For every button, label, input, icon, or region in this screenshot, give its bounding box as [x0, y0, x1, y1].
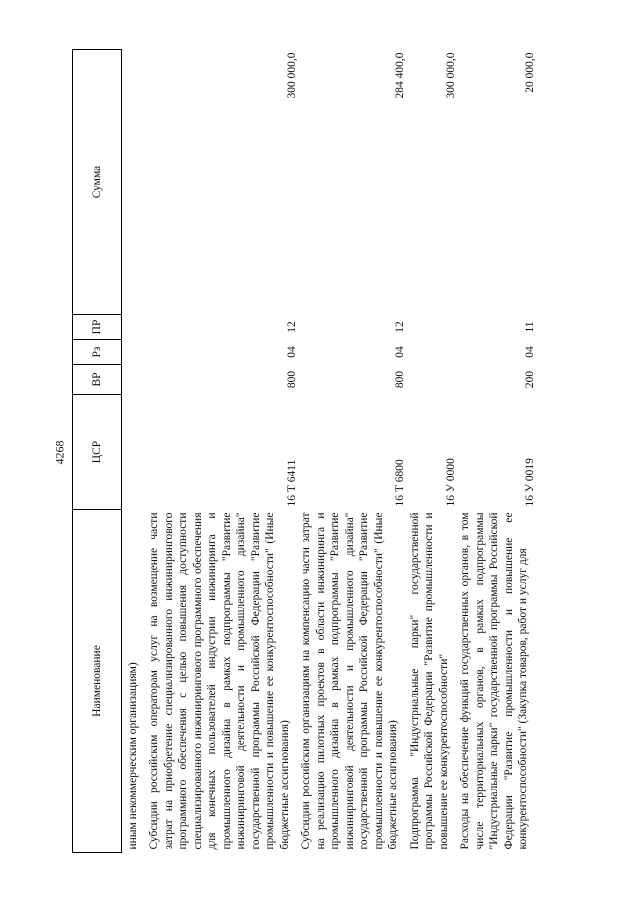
- row-csr: 16 У 0019: [524, 458, 537, 507]
- header-rz: Рз: [73, 340, 122, 365]
- row-vr: 800: [285, 370, 298, 389]
- row-csr: 16 Т 6800: [394, 459, 407, 507]
- header-pr: ПР: [73, 315, 122, 340]
- budget-table-container: [72, 50, 582, 853]
- row-rz: 04: [524, 346, 537, 358]
- header-vr: ВР: [73, 365, 122, 395]
- row-csr: 16 Т 6411: [285, 459, 298, 507]
- page-number: [50, 0, 70, 905]
- row-sum: 20 000,0: [524, 52, 537, 93]
- page-number-text: 4268: [52, 440, 67, 465]
- table-row: [408, 50, 458, 853]
- header-csr: ЦСР: [73, 395, 122, 510]
- budget-table: [72, 49, 538, 853]
- table-row: [147, 50, 299, 853]
- row-pr: 12: [394, 321, 407, 333]
- row-name: Расходы на обеспечение функций государственных органов, в том числе территориальных органов, в рамках подпрограммы "Индустриальные парки" государственной программы Российской Федерации "Развитие промышленности и повышение ее конкурентоспособности" (Закупка товаров, работ и услуг для: [459, 512, 530, 850]
- row-csr: [122, 395, 148, 510]
- table-row: [458, 50, 537, 853]
- row-csr: 16 У 0000: [444, 458, 457, 507]
- table-row: [299, 50, 407, 853]
- row-rz: 04: [285, 346, 298, 358]
- table-header: [73, 50, 122, 853]
- row-pr: 11: [524, 321, 537, 333]
- row-sum: 300 000,0: [285, 52, 298, 99]
- row-sum: 284 400,0: [394, 52, 407, 99]
- header-row: [73, 50, 122, 853]
- row-rz: [408, 340, 458, 365]
- row-vr: 800: [394, 370, 407, 389]
- row-name: Субсидии российским операторам услуг на возмещение части затрат на приобретение специализированного инжинирингового программного обеспечения с целью повышения доступности специализированного инжинирингового программного обеспечения для конечных пользователей индустрии инжиниринга и промышленного дизайна в рамках подпрограммы "Развитие инжиниринговой деятельности и промышленного дизайна" государственной программы Российской Федерации "Развитие промышленности и повышение ее конкурентоспособности" (Иные бюджетные ассигнования): [148, 512, 291, 850]
- header-sum: Сумма: [73, 50, 122, 315]
- row-pr: [408, 315, 458, 340]
- row-sum: [122, 50, 148, 315]
- table-body: [122, 50, 538, 853]
- row-vr: [408, 365, 458, 395]
- row-name: Подпрограмма "Индустриальные парки" государственной программы Российской Федерации "Развитие промышленности и повышение ее конкурентоспособности": [408, 512, 450, 850]
- row-name: Субсидии российским организациям на компенсацию части затрат на реализацию пилотных проектов в области инжиниринга и промышленного дизайна в рамках подпрограммы "Развитие инжиниринговой деятельности и промышленного дизайна" государственной программы Российской Федерации "Развитие промышленности и повышение ее конкурентоспособности" (Иные бюджетные ассигнования): [300, 512, 400, 850]
- row-vr: [122, 365, 148, 395]
- row-rz: 04: [394, 346, 407, 358]
- row-rz: [122, 340, 148, 365]
- row-sum: 300 000,0: [444, 52, 457, 99]
- header-name: Наименование: [73, 510, 122, 853]
- row-vr: 200: [524, 370, 537, 389]
- table-row: [122, 50, 148, 853]
- row-pr: [122, 315, 148, 340]
- row-pr: 12: [285, 321, 298, 333]
- row-name: иным некоммерческим организациям): [127, 662, 139, 850]
